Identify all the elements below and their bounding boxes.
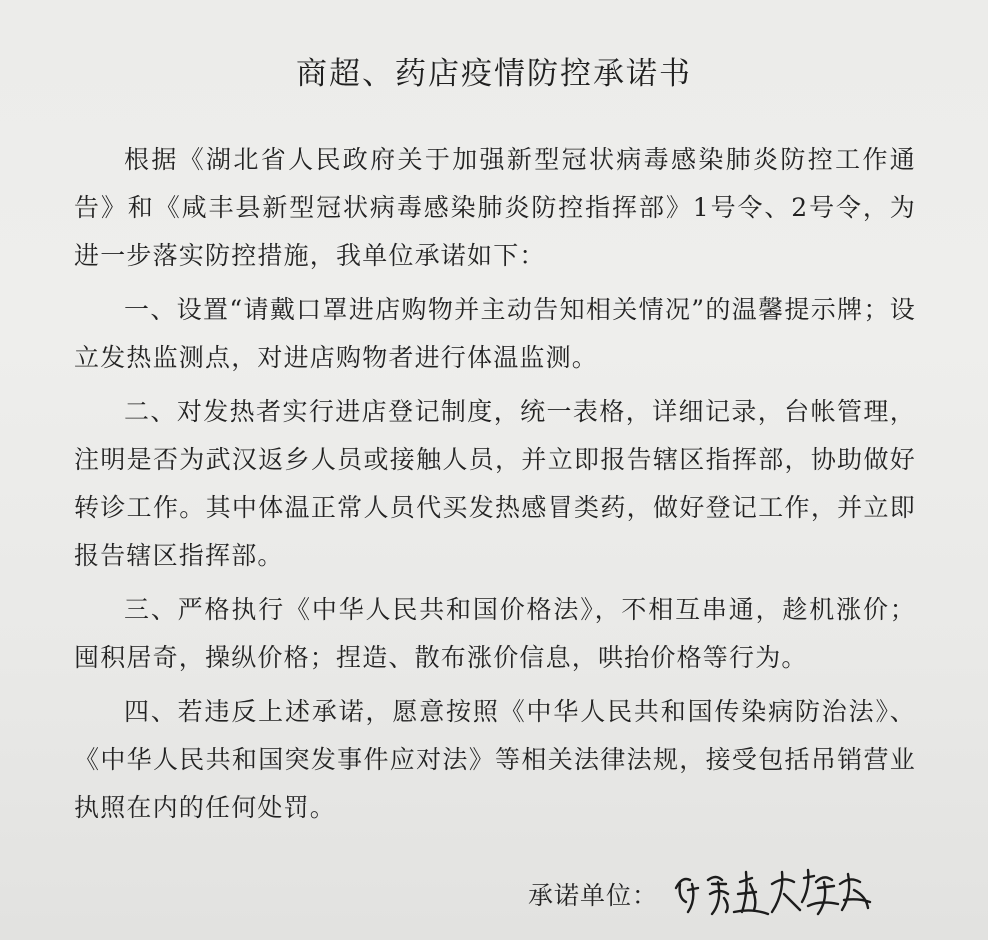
intro-paragraph: 根据《湖北省人民政府关于加强新型冠状病毒感染肺炎防控工作通告》和《咸丰县新型冠状病毒感染肺炎防控指挥部》1号令、2号令，为进一步落实防控措施，我单位承诺如下： <box>74 145 916 270</box>
signature-block <box>528 868 878 916</box>
clause-3-paragraph: 三、严格执行《中华人民共和国价格法》，不相互串通，趁机涨价；囤积居奇，操纵价格；捏造、散布涨价信息，哄抬价格等行为。 <box>74 595 916 672</box>
handwritten-signature-icon <box>668 854 878 926</box>
signature-label: 承诺单位： <box>528 881 659 910</box>
clause-4-paragraph: 四、若违反上述承诺，愿意按照《中华人民共和国传染病防治法》、《中华人民共和国突发事件应对法》等相关法律法规，接受包括吊销营业执照在内的任何处罚。 <box>74 697 916 822</box>
document-body <box>74 136 916 838</box>
clause-1-paragraph: 一、设置“请戴口罩进店购物并主动告知相关情况”的温馨提示牌；设立发热监测点，对进店购物者进行体温监测。 <box>74 295 916 372</box>
document-title: 商超、药店疫情防控承诺书 <box>296 56 692 92</box>
clause-2-paragraph: 二、对发热者实行进店登记制度，统一表格，详细记录，台帐管理，注明是否为武汉返乡人员或接触人员，并立即报告辖区指挥部，协助做好转诊工作。其中体温正常人员代买发热感冒类药，做好登记工作，并立即报告辖区指挥部。 <box>74 397 916 570</box>
